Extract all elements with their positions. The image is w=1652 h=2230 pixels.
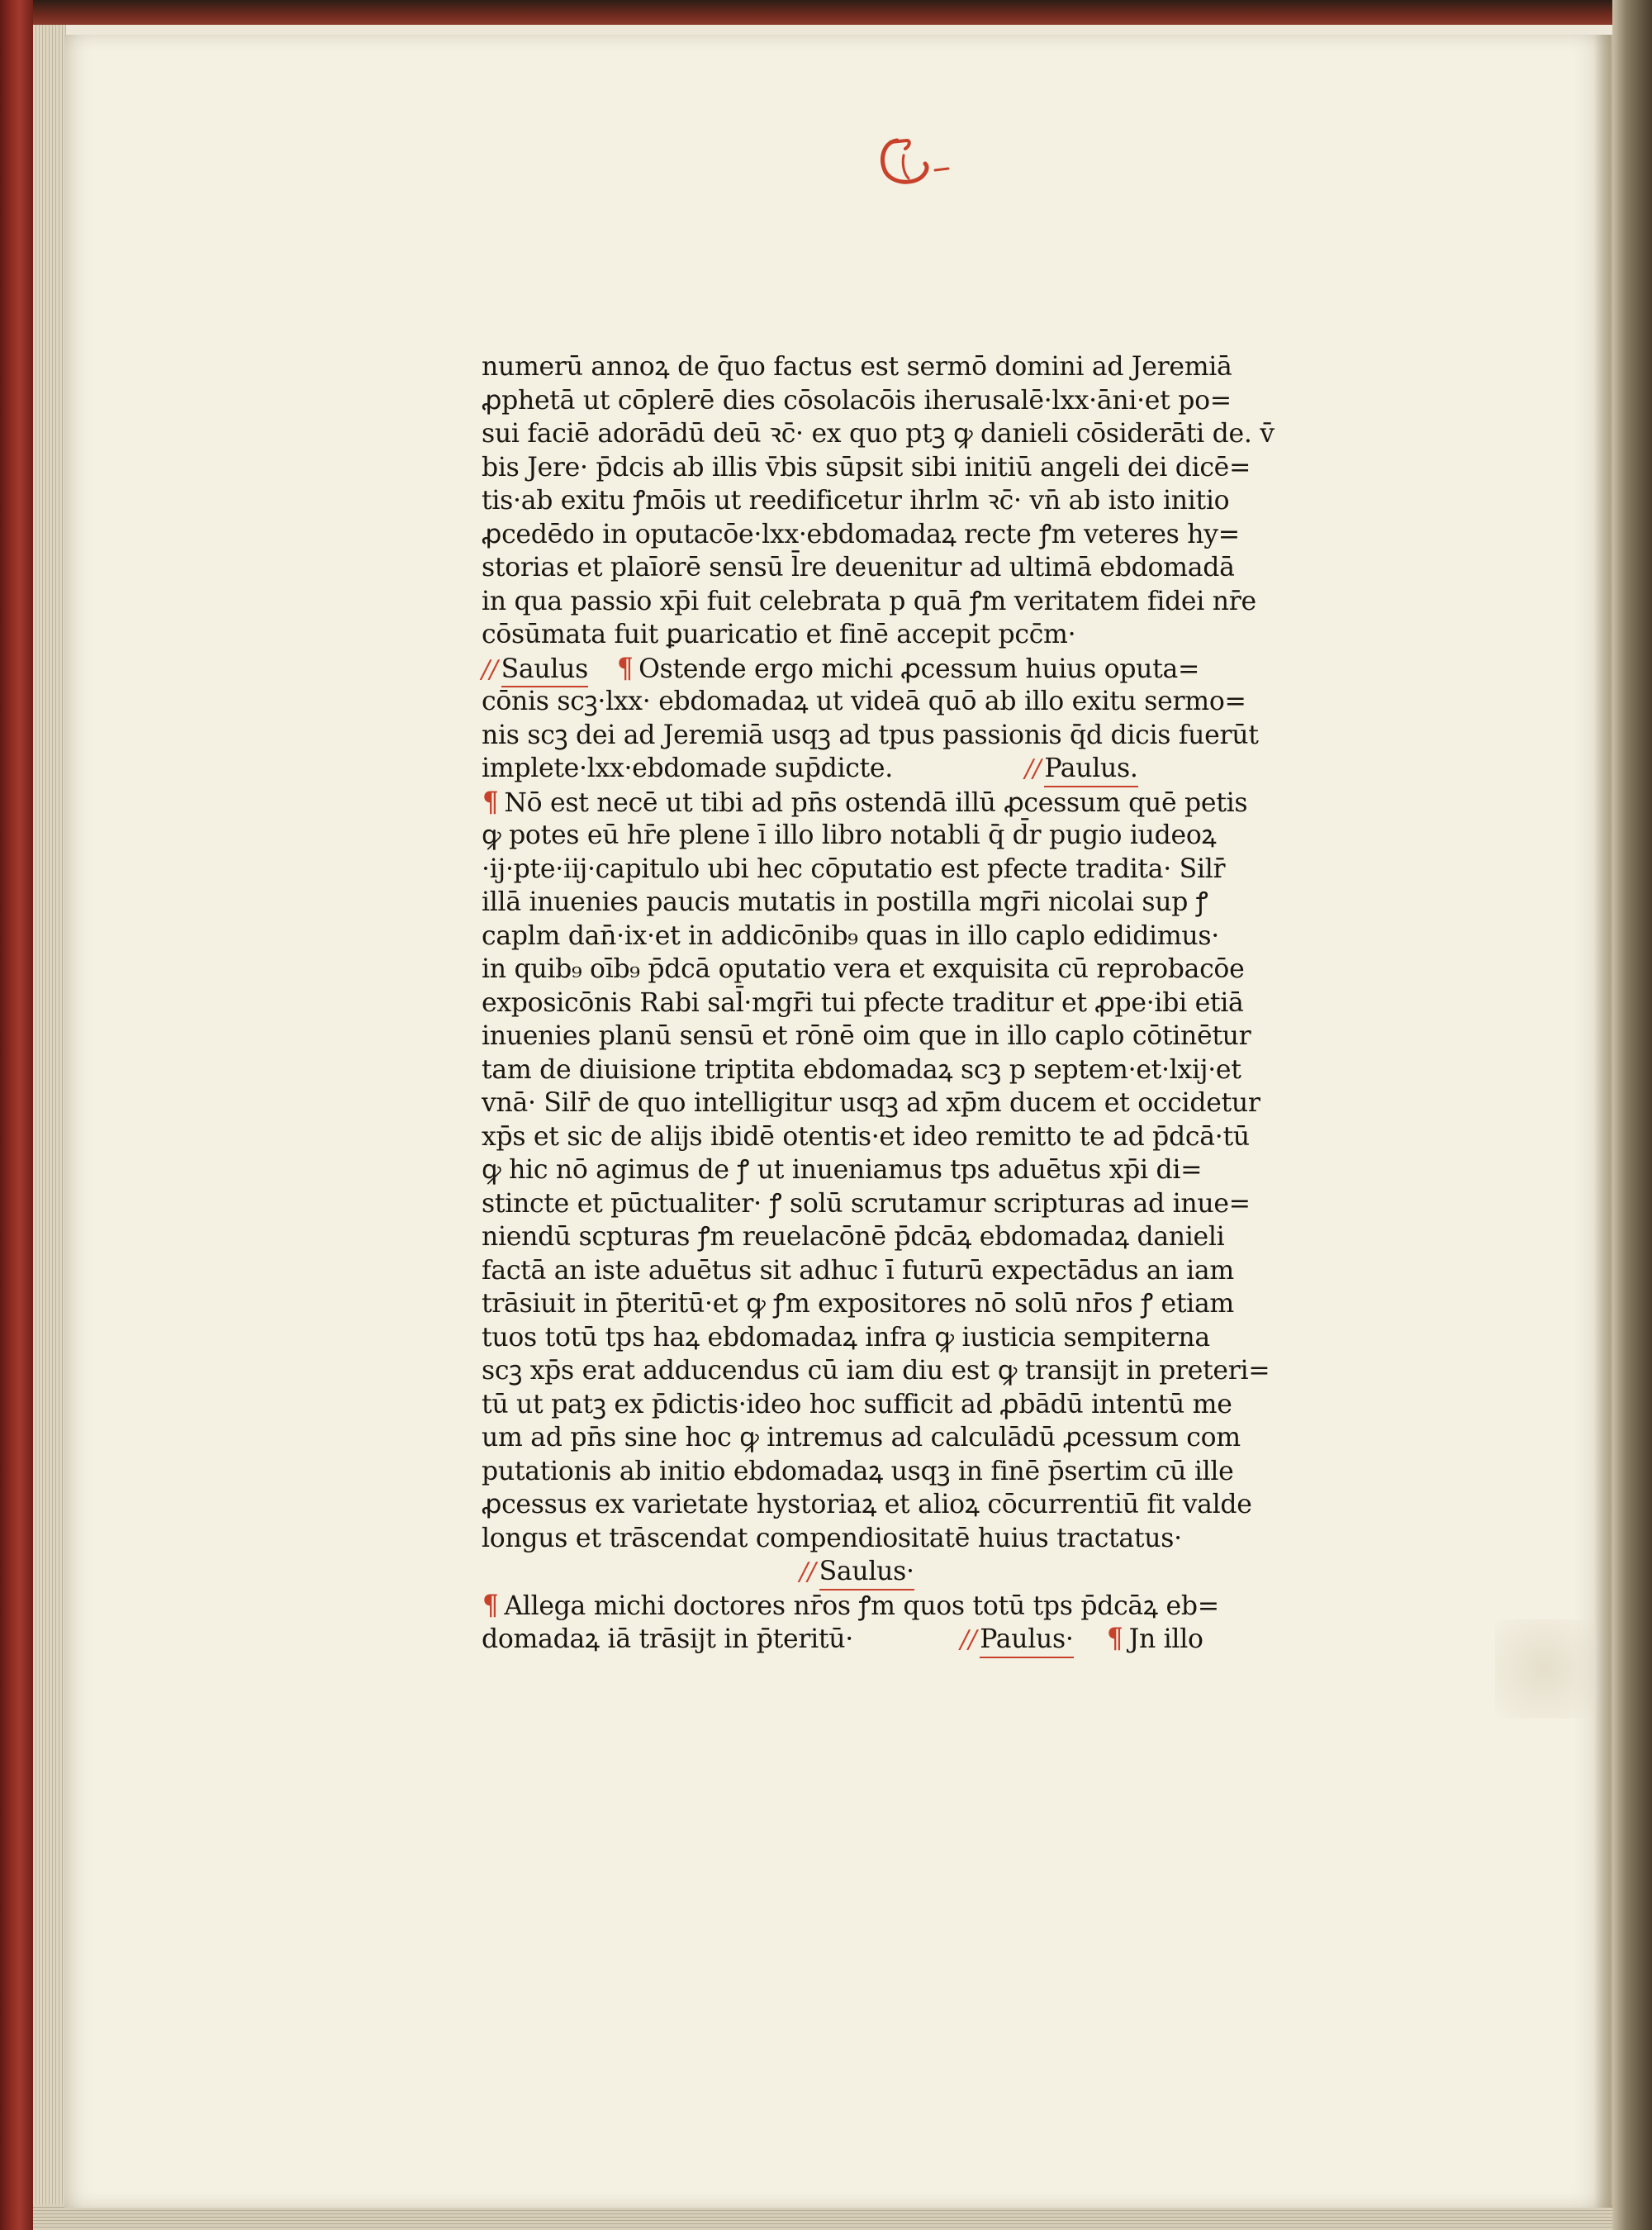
- text-line: cōsūmata fuit ꝑuaricatio et finē accepit pcc̄m·: [482, 620, 1076, 649]
- text-line-with-speaker: [482, 752, 1341, 786]
- text-span: domadaꝝ iā trāsijt in p̄teritū·: [482, 1624, 853, 1654]
- text-line: xp̄s et sic de alijs ibidē otentis·et ideo remitto te ad p̄dcā·tū: [482, 1121, 1250, 1152]
- text-line: trāsiuit in p̄teritū·et ꝙ ꝭm expositores nō solū nr̄os ꝭ etiam: [482, 1289, 1234, 1319]
- text-line: nis scꝫ dei ad Jeremiā usqꝫ ad tpus passionis q̄d dicis fuerūt: [482, 720, 1259, 750]
- text-line: tū ut patꝫ ex p̄dictis·ideo hoc sufficit ad ꝓbādū intentū me: [482, 1389, 1232, 1419]
- page-edges-bottom: [33, 2204, 1612, 2230]
- text-line: ꝙ hic nō agimus de ꝭ ut inueniamus tps aduētus xp̄i di=: [482, 1155, 1203, 1185]
- text-span: implete·lxx·ebdomade sup̄dicte.: [482, 754, 893, 783]
- speaker-mark-icon: //: [800, 1557, 816, 1586]
- text-line: in quib₉ oīb₉ p̄dcā oputatio vera et exquisita cū reprobacōe: [482, 954, 1245, 984]
- text-line-with-paragraph-mark: [482, 786, 1341, 820]
- text-line: ꝓcessus ex varietate hystoriaꝝ et alioꝝ cōcurrentiū fit valde: [482, 1490, 1252, 1519]
- text-line: bis Jere· p̄dcis ab illis v̄bis sūpsit sibi initiū angeli dei dicē=: [482, 452, 1251, 483]
- speaker-mark-icon: //: [960, 1625, 977, 1654]
- speaker-line: [482, 1555, 1341, 1589]
- text-line: factā an iste aduētus sit adhuc ī futurū expectādus an iam: [482, 1255, 1234, 1286]
- paragraph-mark-icon: ¶: [616, 651, 633, 685]
- text-line: exposicōnis Rabi sal̄·mgr̄i tui pfecte traditur et ꝓpe·ibi etiā: [482, 987, 1244, 1018]
- rubricated-initial-icon: [874, 131, 973, 197]
- binding-top: [33, 0, 1652, 25]
- speaker-mark-icon: //: [482, 654, 498, 684]
- paragraph-mark-icon: ¶: [1107, 1622, 1123, 1655]
- text-span: Allega michi doctores nr̄os ꝭm quos totū tps p̄dcāꝝ eb=: [504, 1590, 1219, 1621]
- text-line: putationis ab initio ebdomadaꝝ usqꝫ in finē p̄sertim cū ille: [482, 1456, 1234, 1486]
- paragraph-mark-icon: ¶: [482, 785, 499, 819]
- text-line-with-speaker: [482, 1622, 1341, 1656]
- text-line-with-speaker: [482, 652, 1341, 686]
- text-span: Nō est necē ut tibi ad pn̄s ostendā illū ꝓcessum quē petis: [504, 787, 1248, 818]
- text-line: ꝓcedēdo in oputacōe·lxx·ebdomadaꝝ recte ꝭm veteres hy=: [482, 519, 1240, 549]
- page-edges-left: [33, 25, 66, 2230]
- text-line: um ad pn̄s sine hoc ꝙ intremus ad calculādū ꝓcessum com: [482, 1423, 1241, 1453]
- text-line: niendū scpturas ꝭm reuelacōnē p̄dcāꝝ ebdomadaꝝ danieli: [482, 1222, 1225, 1252]
- text-line: ꝙ potes eū hr̄e plene ī illo libro notabli q̄ d̄r pugio iudeoꝝ: [482, 820, 1217, 850]
- paper-stain: [1495, 1619, 1594, 1719]
- text-line: scꝫ xp̄s erat adducendus cū iam diu est ꝙ transijt in preteri=: [482, 1356, 1270, 1386]
- text-line: numerū annoꝝ de q̄uo factus est sermō domini ad Jeremiā: [482, 352, 1232, 382]
- text-line: storias et plaīorē sensū l̄re deuenitur ad ultimā ebdomadā: [482, 553, 1235, 582]
- text-line: illā inuenies paucis mutatis in postilla mgr̄i nicolai sup ꝭ: [482, 887, 1208, 917]
- text-line: inuenies planū sensū et rōnē oim que in illo caplo cōtinētur: [482, 1021, 1251, 1051]
- speaker-name: Paulus.: [1044, 752, 1137, 787]
- binding-left: [0, 0, 33, 2230]
- speaker-name: Saulus: [501, 653, 588, 688]
- text-line: in qua passio xp̄i fuit celebrata p quā ꝭm veritatem fidei nr̄e: [482, 586, 1256, 616]
- text-line: sui faciē adorādū deū ꝛc̄· ex quo ptꝫ ꝙ danieli cōsiderāti de. v̄: [482, 419, 1275, 449]
- page-gutter-shadow: [1594, 35, 1612, 2208]
- text-line: tis·ab exitu ꝭmōis ut reedificetur ihrlm ꝛc̄· vn̄ ab isto initio: [482, 486, 1230, 516]
- text-line: ꝓphetā ut cōplerē dies cōsolacōis iherusalē·lxx·āni·et po=: [482, 385, 1232, 416]
- speaker-mark-icon: //: [1024, 754, 1042, 783]
- paragraph-mark-icon: ¶: [482, 1588, 499, 1622]
- text-line: ·ij·pte·iij·capitulo ubi hec cōputatio est pfecte tradita· Silr̄: [482, 853, 1226, 884]
- text-line: vnā· Silr̄ de quo intelligitur usqꝫ ad xp̄m ducem et occidetur: [482, 1088, 1260, 1118]
- text-span: Jn illo: [1128, 1624, 1203, 1654]
- text-line: cōnis scꝫ·lxx· ebdomadaꝝ ut videā quō ab illo exitu sermo=: [482, 687, 1246, 716]
- text-block: [482, 350, 1341, 1656]
- text-line: caplm dan̄·ix·et in addicōnib₉ quas in illo caplo edidimus·: [482, 920, 1219, 951]
- text-line: tuos totū tps haꝝ ebdomadaꝝ infra ꝙ iusticia sempiterna: [482, 1322, 1210, 1353]
- text-line: longus et trāscendat compendiositatē huius tractatus·: [482, 1523, 1182, 1553]
- speaker-name: Saulus·: [819, 1555, 914, 1590]
- text-line: stincte et pūctualiter· ꝭ solū scrutamur scripturas ad inue=: [482, 1188, 1251, 1219]
- speaker-name: Paulus·: [980, 1623, 1073, 1658]
- binding-right: [1612, 0, 1652, 2230]
- text-span: Ostende ergo michi ꝓcessum huius oputa=: [638, 654, 1200, 684]
- text-line: tam de diuisione triptita ebdomadaꝝ scꝫ p septem·et·lxij·et: [482, 1054, 1241, 1085]
- text-line-with-paragraph-mark: [482, 1589, 1341, 1623]
